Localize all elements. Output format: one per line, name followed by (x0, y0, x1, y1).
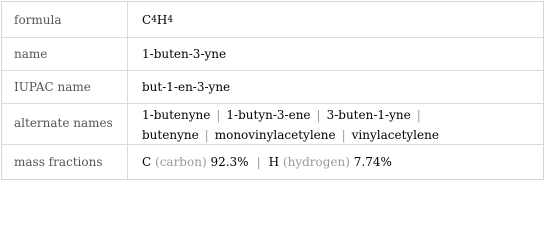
separator: | (341, 128, 346, 142)
mass-fraction-value: 92.3% (210, 155, 249, 169)
row-iupac-name (2, 71, 543, 104)
alternate-name: monovinylacetylene (214, 128, 336, 142)
formula-value: C 4 H 4 (142, 12, 174, 27)
separator: | (256, 155, 261, 169)
name-label: name (2, 38, 128, 70)
row-formula (2, 2, 543, 38)
mass-fraction-value: 7.74% (353, 155, 392, 169)
row-mass-fractions (2, 145, 543, 179)
mass-element-symbol: C (142, 155, 152, 169)
alternate-names-label: alternate names (2, 104, 128, 144)
alternate-name: butenyne (142, 128, 199, 142)
iupac-name-value: but-1-en-3-yne (142, 80, 231, 94)
formula-element: C (142, 12, 152, 27)
properties-table (1, 1, 544, 180)
mass-element-symbol: H (268, 155, 280, 169)
row-name (2, 38, 543, 71)
formula-label: formula (2, 2, 128, 37)
iupac-name-label: IUPAC name (2, 71, 128, 103)
separator: | (204, 128, 209, 142)
formula-element: H (156, 12, 168, 27)
mass-fractions-value (129, 145, 543, 179)
separator: | (316, 108, 321, 122)
separator: | (216, 108, 221, 122)
alternate-name: 1-butenyne (142, 108, 211, 122)
alternate-name: 3-buten-1-yne (326, 108, 411, 122)
mass-element-name: (carbon) (155, 155, 207, 169)
alternate-names-value (129, 104, 543, 144)
row-alternate-names (2, 104, 543, 145)
mass-fractions-label: mass fractions (2, 145, 128, 179)
separator: | (416, 108, 421, 122)
name-value: 1-buten-3-yne (142, 47, 227, 61)
alternate-name: 1-butyn-3-ene (226, 108, 311, 122)
alternate-name: vinylacetylene (351, 128, 439, 142)
mass-element-name: (hydrogen) (282, 155, 350, 169)
